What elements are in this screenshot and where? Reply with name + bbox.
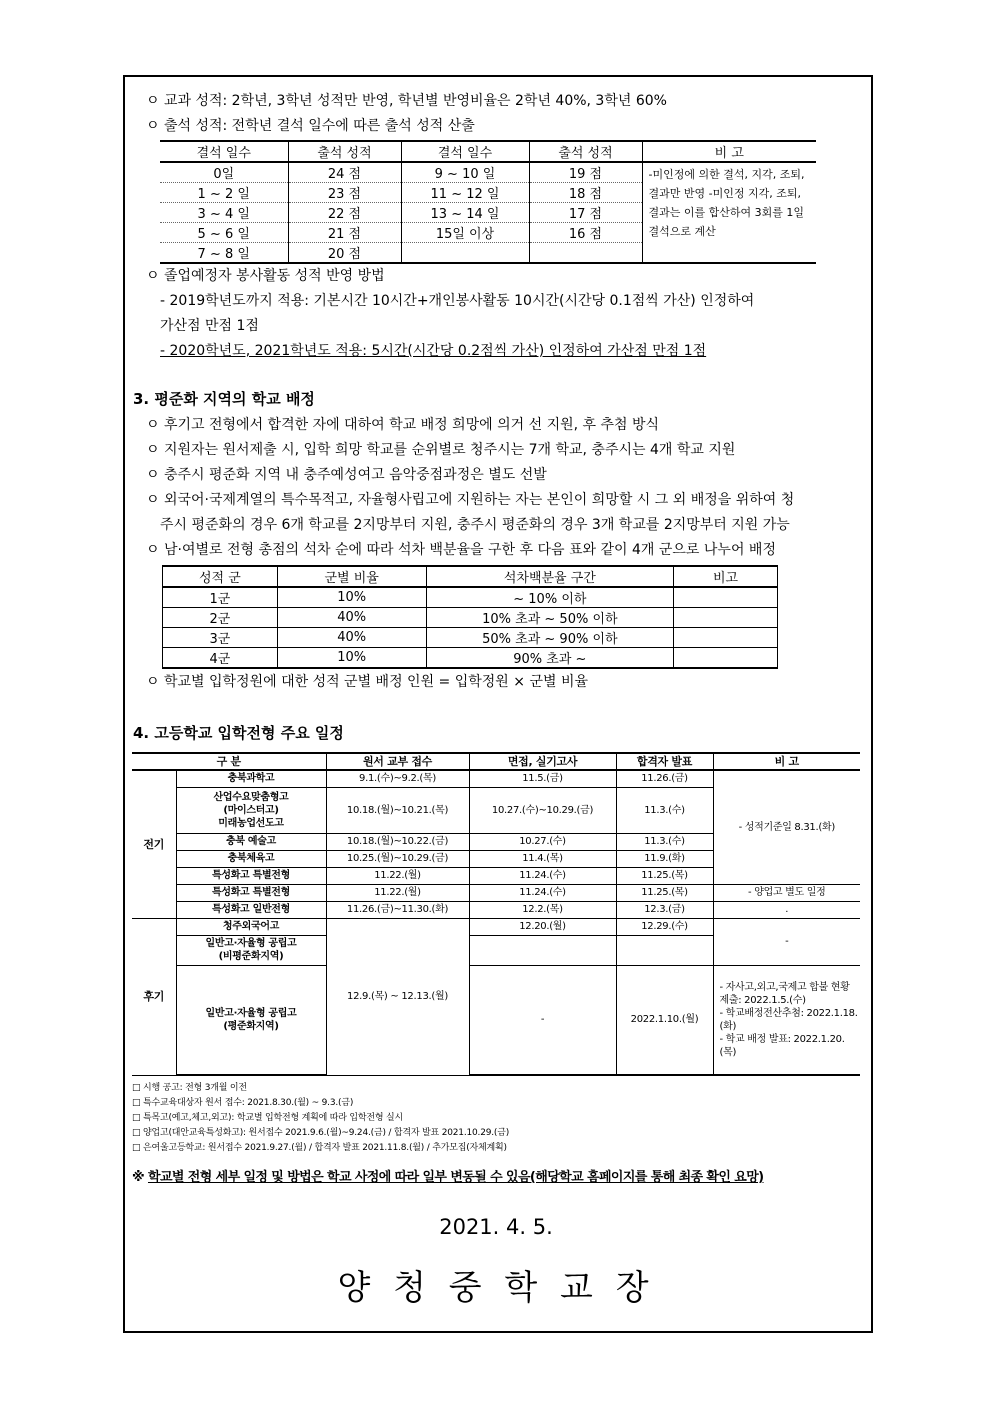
- table-cell: 2군: [163, 608, 278, 628]
- table-cell: 4군: [163, 648, 278, 669]
- attendance-table: [160, 140, 816, 264]
- late-note-b: - 자사고,외고,국제고 합불 현황 제출: 2022.1.5.(수) - 학교배정전산추첨: 2022.1.18.(화) - 학교 배정 발표: 2022.1.20.(목): [713, 965, 860, 1075]
- table-cell: 11.3.(수): [616, 833, 713, 850]
- table-cell: 11.24.(수): [469, 867, 616, 884]
- volunteer-line-2: - 2020학년도, 2021학년도 적용: 5시간(시간당 0.2점씩 가산) 인정하여 가산점 만점 1점: [160, 343, 707, 359]
- table-cell: 23 점: [288, 183, 401, 203]
- school-name: 일반고·자율형 공립고 (평준화지역): [176, 965, 326, 1075]
- warning: [132, 1166, 764, 1185]
- table-cell: [674, 628, 778, 648]
- table-cell: 3 ~ 4 일: [160, 203, 288, 223]
- table-cell: 15일 이상: [401, 223, 529, 243]
- signature: 양 청 중 학 교 장: [337, 1268, 655, 1308]
- header-note: 비 고: [642, 141, 816, 162]
- table-cell: 3군: [163, 628, 278, 648]
- early-label: 전기: [132, 770, 176, 918]
- header-percentile: 석차백분율 구간: [426, 566, 674, 587]
- volunteer-line-1b: 가산점 만점 1점: [160, 318, 259, 334]
- table-cell: [674, 648, 778, 669]
- attendance-rule: ㅇ 출석 성적: 전학년 결석 일수에 따른 출석 성적 산출: [146, 118, 475, 134]
- table-cell: 1 ~ 2 일: [160, 183, 288, 203]
- table-cell: 0일: [160, 162, 288, 183]
- school-name: 산업수요맞춤형고 (마이스터고) 미래농업선도고: [176, 787, 326, 833]
- section-3-bullet-cont: 주시 평준화의 경우 6개 학교를 2지망부터 지원, 충주시 평준화의 경우 3개 학교를 2지망부터 지원 가능: [160, 517, 790, 533]
- attendance-note: -미인정에 의한 결석, 지각, 조퇴, 결과만 반영 -미인정 지각, 조퇴, 결과는 이를 합산하여 3회를 1일 결석으로 계산: [642, 162, 816, 263]
- table-cell: 10.18.(월)~10.22.(금): [326, 833, 469, 850]
- table-cell: 50% 초과 ~ 90% 이하: [426, 628, 674, 648]
- formula: ㅇ 학교별 입학정원에 대한 성적 군별 배정 인원 = 입학정원 × 군별 비율: [146, 674, 589, 690]
- header-category: 구 분: [132, 753, 326, 770]
- school-name: 특성화고 특별전형: [176, 867, 326, 884]
- table-cell: 10.18.(월)~10.21.(목): [326, 787, 469, 833]
- grade-group-table: [162, 565, 778, 669]
- header-ratio: 군별 비율: [277, 566, 426, 587]
- table-cell: 11.25.(목): [616, 884, 713, 901]
- section-3-bullet: ㅇ 지원자는 원서제출 시, 입학 희망 학교를 순위별로 청주시는 7개 학교, 충주시는 4개 학교 지원: [146, 442, 736, 458]
- warning-mark: ※: [132, 1170, 145, 1185]
- table-cell: 40%: [277, 608, 426, 628]
- school-name: 충북체육고: [176, 850, 326, 867]
- table-cell: 12.2.(목): [469, 901, 616, 918]
- footnote: □ 은여울고등학교: 원서접수 2021.9.27.(월) / 합격자 발표 2021.11.8.(월) / 추가모집(자체계획): [132, 1143, 507, 1153]
- header-interview: 면접, 실기고사: [469, 753, 616, 770]
- table-cell: 2022.1.10.(월): [616, 965, 713, 1075]
- footnote: □ 특목고(예고,체고,외고): 학교별 입학전형 계획에 따라 입학전형 실시: [132, 1113, 404, 1123]
- table-cell: [674, 587, 778, 608]
- table-cell: 9 ~ 10 일: [401, 162, 529, 183]
- late-label: 후기: [132, 918, 176, 1075]
- table-cell: [469, 935, 616, 965]
- table-cell: 17 점: [529, 203, 642, 223]
- table-cell: 11.22.(월): [326, 884, 469, 901]
- early-note-a: - 성적기준일 8.31.(화): [713, 770, 860, 884]
- header-apply: 원서 교부 접수: [326, 753, 469, 770]
- header-note: 비 고: [713, 753, 860, 770]
- table-cell: 12.20.(월): [469, 918, 616, 935]
- early-note-b: - 양업고 별도 일정: [713, 884, 860, 901]
- section-4-title: 4. 고등학교 입학전형 주요 일정: [133, 724, 344, 742]
- header-score-2: 출석 성적: [529, 141, 642, 162]
- table-cell: 11 ~ 12 일: [401, 183, 529, 203]
- table-cell: 11.25.(목): [616, 867, 713, 884]
- header-result: 합격자 발표: [616, 753, 713, 770]
- table-cell: 40%: [277, 628, 426, 648]
- early-note-c: .: [713, 901, 860, 918]
- table-cell: 21 점: [288, 223, 401, 243]
- volunteer-title: ㅇ 졸업예정자 봉사활동 성적 반영 방법: [146, 268, 385, 284]
- table-cell: 18 점: [529, 183, 642, 203]
- table-cell: 12.3.(금): [616, 901, 713, 918]
- table-cell: 11.24.(수): [469, 884, 616, 901]
- table-cell: 11.26.(금): [616, 770, 713, 787]
- school-name: 일반고·자율형 공립고 (비평준화지역): [176, 935, 326, 965]
- table-cell: 10.27.(수): [469, 833, 616, 850]
- table-cell: -: [469, 965, 616, 1075]
- footnote: □ 양업고(대안교육특성화고): 원서접수 2021.9.6.(월)~9.24.(금) / 합격자 발표 2021.10.29.(금): [132, 1128, 510, 1138]
- table-cell: 24 점: [288, 162, 401, 183]
- header-absence-2: 결석 일수: [401, 141, 529, 162]
- section-3-title: 3. 평준화 지역의 학교 배정: [133, 390, 315, 408]
- header-absence: 결석 일수: [160, 141, 288, 162]
- header-group: 성적 군: [163, 566, 278, 587]
- late-apply: 12.9.(목) ~ 12.13.(월): [326, 918, 469, 1075]
- table-cell: 19 점: [529, 162, 642, 183]
- table-cell: 16 점: [529, 223, 642, 243]
- table-cell: 11.3.(수): [616, 787, 713, 833]
- schedule-table: [132, 752, 860, 1076]
- header-score: 출석 성적: [288, 141, 401, 162]
- table-cell: 10%: [277, 648, 426, 669]
- section-3-bullet: ㅇ 남·여별로 전형 총점의 석차 순에 따라 석차 백분율을 구한 후 다음 표와 같이 4개 군으로 나누어 배정: [146, 542, 776, 558]
- table-cell: 5 ~ 6 일: [160, 223, 288, 243]
- table-cell: 12.29.(수): [616, 918, 713, 935]
- grade-rule: ㅇ 교과 성적: 2학년, 3학년 성적만 반영, 학년별 반영비율은 2학년 40%, 3학년 60%: [146, 93, 667, 109]
- section-3-bullet: ㅇ 외국어·국제계열의 특수목적고, 자율형사립고에 지원하는 자는 본인이 희망할 시 그 외 배정을 위하여 청: [146, 492, 795, 508]
- table-cell: 11.4.(목): [469, 850, 616, 867]
- table-cell: [529, 243, 642, 264]
- table-cell: 10%: [277, 587, 426, 608]
- section-3-bullet: ㅇ 후기고 전형에서 합격한 자에 대하여 학교 배정 희망에 의거 선 지원, 후 추첨 방식: [146, 417, 660, 433]
- school-name: 충북과학고: [176, 770, 326, 787]
- header-note: 비고: [674, 566, 778, 587]
- table-cell: [401, 243, 529, 264]
- late-note-a: -: [713, 918, 860, 965]
- table-cell: 9.1.(수)~9.2.(목): [326, 770, 469, 787]
- table-cell: ~ 10% 이하: [426, 587, 674, 608]
- volunteer-line-1: - 2019학년도까지 적용: 기본시간 10시간+개인봉사활동 10시간(시간당 0.1점씩 가산) 인정하여: [160, 293, 755, 309]
- table-cell: [674, 608, 778, 628]
- school-name: 충북 예술고: [176, 833, 326, 850]
- table-cell: 7 ~ 8 일: [160, 243, 288, 264]
- table-cell: 20 점: [288, 243, 401, 264]
- table-cell: 11.26.(금)~11.30.(화): [326, 901, 469, 918]
- table-cell: 11.5.(금): [469, 770, 616, 787]
- table-cell: 10.25.(월)~10.29.(금): [326, 850, 469, 867]
- footnote: □ 특수교육대상자 원서 접수: 2021.8.30.(월) ~ 9.3.(금): [132, 1098, 354, 1108]
- table-cell: 22 점: [288, 203, 401, 223]
- school-name: 청주외국어고: [176, 918, 326, 935]
- table-cell: 11.9.(화): [616, 850, 713, 867]
- document-date: 2021. 4. 5.: [439, 1215, 553, 1239]
- warning-text: 학교별 전형 세부 일정 및 방법은 학교 사정에 따라 일부 변동될 수 있음(해당학교 홈페이지를 통해 최종 확인 요망): [147, 1170, 764, 1185]
- table-cell: 90% 초과 ~: [426, 648, 674, 669]
- school-name: 특성화고 특별전형: [176, 884, 326, 901]
- section-3-bullet: ㅇ 충주시 평준화 지역 내 충주예성여고 음악중점과정은 별도 선발: [146, 467, 547, 483]
- table-cell: 10% 초과 ~ 50% 이하: [426, 608, 674, 628]
- table-cell: 11.22.(월): [326, 867, 469, 884]
- school-name: 특성화고 일반전형: [176, 901, 326, 918]
- table-cell: 13 ~ 14 일: [401, 203, 529, 223]
- table-cell: 1군: [163, 587, 278, 608]
- table-cell: 10.27.(수)~10.29.(금): [469, 787, 616, 833]
- footnote: □ 시행 공고: 전형 3개월 이전: [132, 1083, 247, 1093]
- table-cell: [616, 935, 713, 965]
